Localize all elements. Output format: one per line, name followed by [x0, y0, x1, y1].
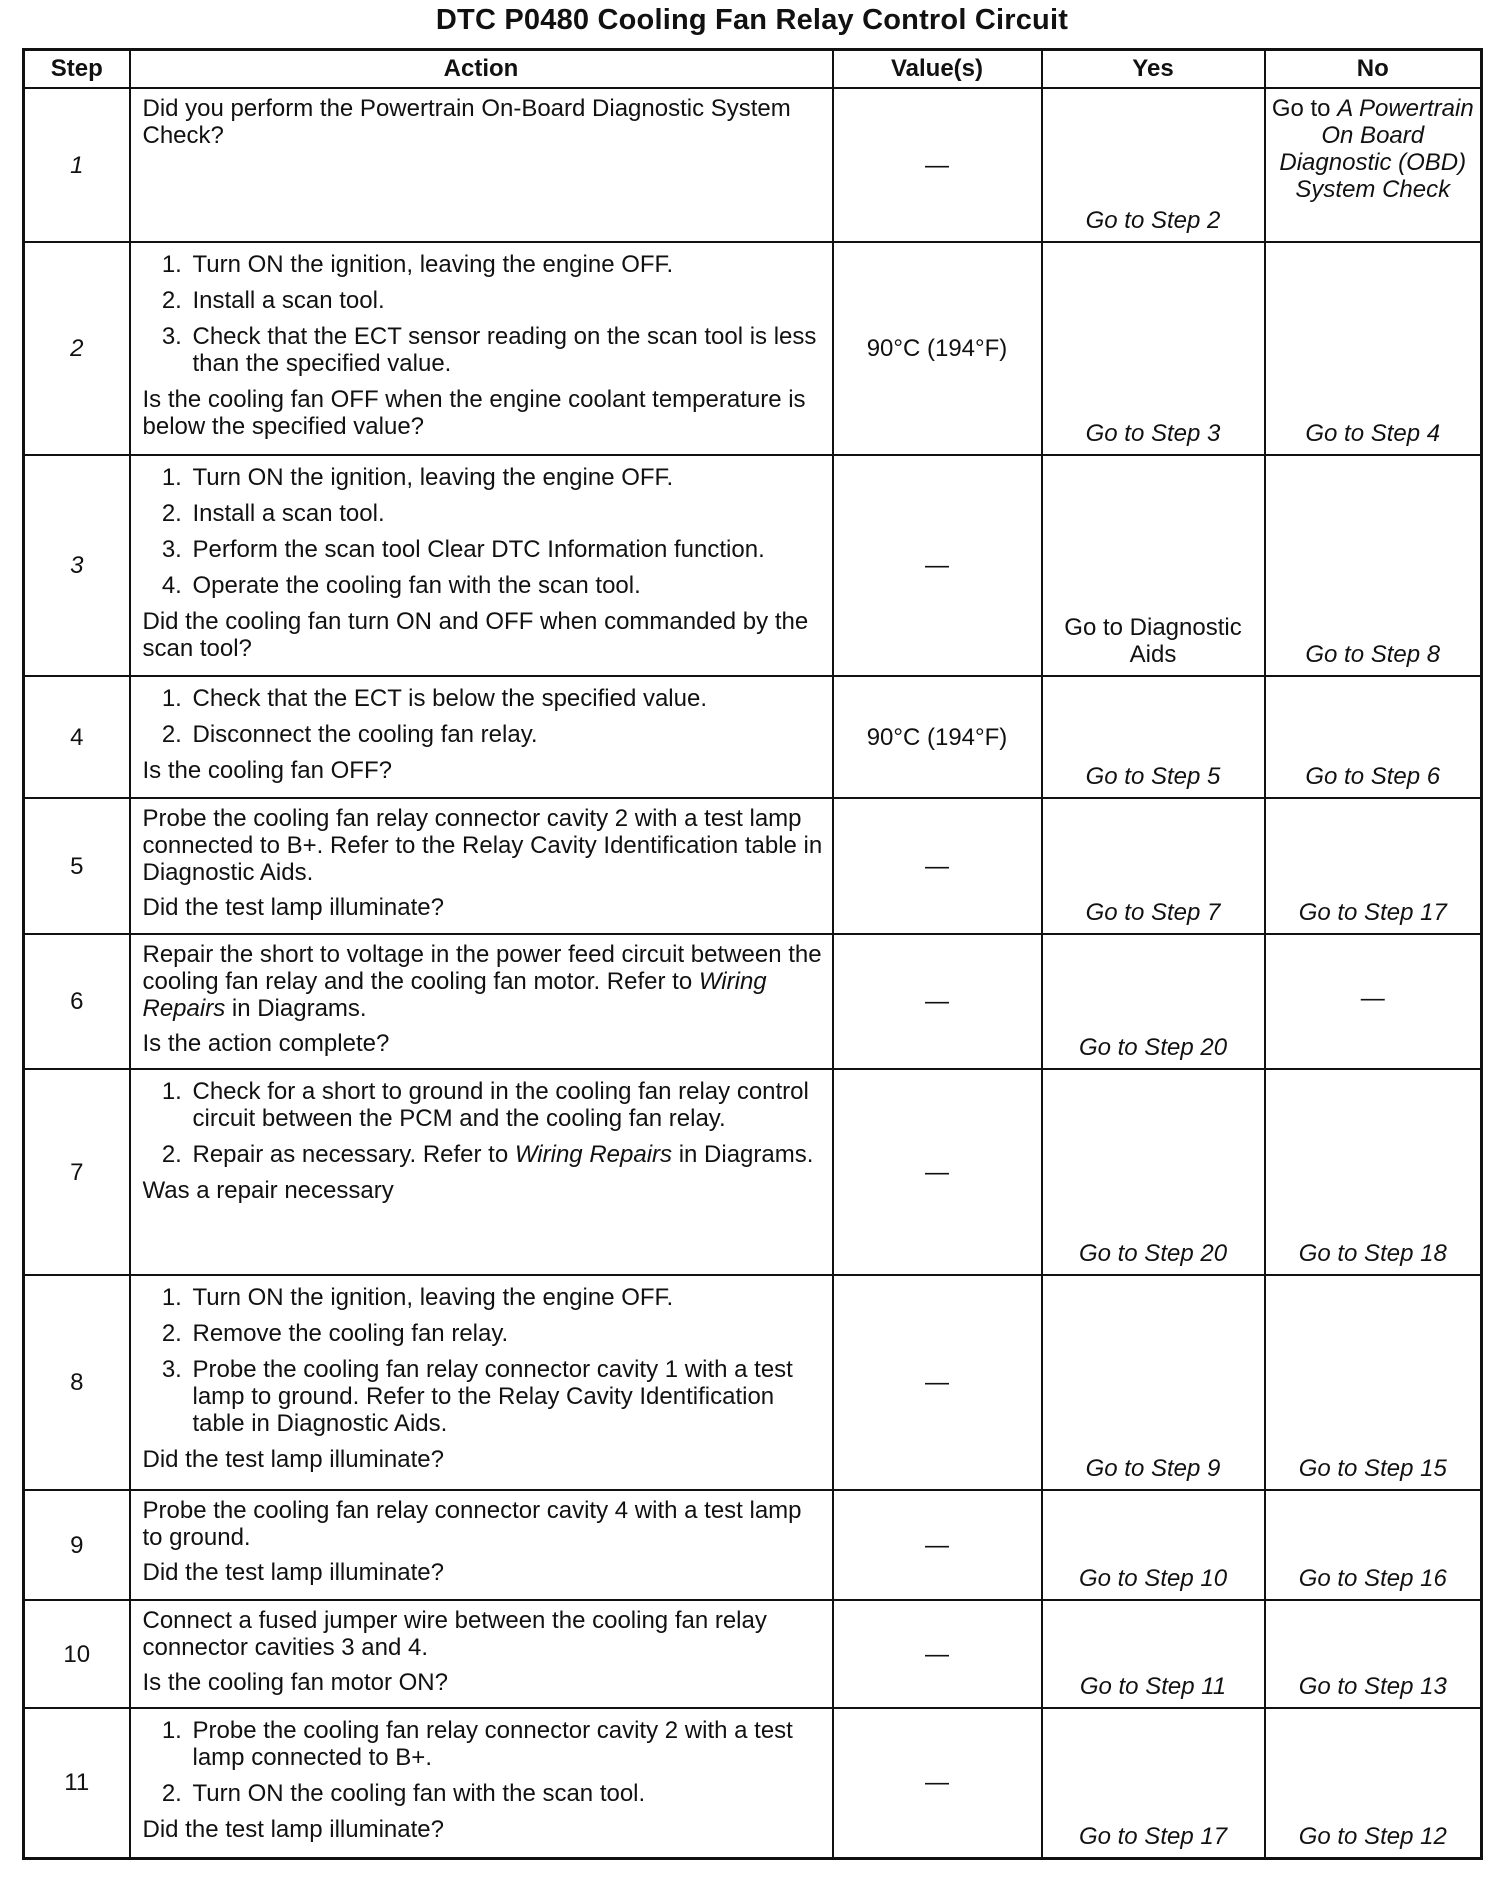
- table-row: [24, 1600, 1482, 1708]
- wiring-repairs-ref: Wiring Repairs: [514, 1141, 673, 1168]
- no-cell: Go to Step 17: [1265, 798, 1482, 934]
- yes-cell: Go to Step 20: [1042, 1069, 1265, 1275]
- step-number: 5: [24, 798, 130, 934]
- list-item: 3. Perform the scan tool Clear DTC Information function.: [189, 536, 824, 563]
- action-list: [143, 685, 824, 748]
- yes-cell: Go to Diagnostic Aids: [1042, 455, 1265, 676]
- list-item-post: in Diagrams.: [672, 1141, 814, 1168]
- no-cell: [1265, 88, 1482, 242]
- table-row: [24, 1708, 1482, 1858]
- value-cell: 90°C (194°F): [833, 242, 1042, 455]
- table-row: [24, 88, 1482, 242]
- action-cell: [130, 1275, 833, 1490]
- action-question: Is the cooling fan motor ON?: [142, 1669, 448, 1696]
- step-number: 6: [24, 934, 130, 1069]
- list-item: 1. Turn ON the ignition, leaving the engine OFF.: [189, 464, 824, 491]
- no-cell: Go to Step 4: [1265, 242, 1482, 455]
- step-number: 1: [24, 88, 130, 242]
- step-number: 2: [24, 242, 130, 455]
- action-cell: [130, 1490, 833, 1600]
- action-cell: [130, 88, 833, 242]
- page-title: DTC P0480 Cooling Fan Relay Control Circuit: [435, 4, 1069, 36]
- list-item: 2. Install a scan tool.: [189, 287, 824, 314]
- list-item: 2. Disconnect the cooling fan relay.: [189, 721, 824, 748]
- action-cell: [130, 676, 833, 798]
- no-cell: Go to Step 15: [1265, 1275, 1482, 1490]
- action-text: Connect a fused jumper wire between the cooling fan relay connector cavities 3 and 4.: [142, 1607, 767, 1661]
- step-number: 11: [24, 1708, 130, 1858]
- no-cell: Go to Step 18: [1265, 1069, 1482, 1275]
- action-text-pre: Repair the short to voltage in the power feed circuit between the cooling fan relay and the cooling fan motor. Refer to: [142, 941, 822, 995]
- action-cell: [130, 1600, 833, 1708]
- no-cell: Go to Step 8: [1265, 455, 1482, 676]
- value-cell: —: [833, 934, 1042, 1069]
- list-item: [189, 1141, 824, 1168]
- action-question: Was a repair necessary: [142, 1177, 394, 1204]
- action-list: [143, 1078, 824, 1168]
- table-row: [24, 1490, 1482, 1600]
- list-item: 3. Check that the ECT sensor reading on the scan tool is less than the specified value.: [189, 323, 824, 377]
- action-question: Is the action complete?: [142, 1030, 390, 1057]
- action-question: Did the cooling fan turn ON and OFF when commanded by the scan tool?: [142, 608, 809, 662]
- list-item: 2. Install a scan tool.: [189, 500, 824, 527]
- value-cell: —: [833, 455, 1042, 676]
- header-step: Step: [24, 50, 130, 89]
- value-cell: —: [833, 1600, 1042, 1708]
- action-text: Probe the cooling fan relay connector cavity 2 with a test lamp connected to B+. Refer to the Relay Cavity Identification table in Diagnostic Aids.: [142, 805, 823, 886]
- step-number: 7: [24, 1069, 130, 1275]
- table-row: [24, 934, 1482, 1069]
- action-question: Is the cooling fan OFF?: [142, 757, 392, 784]
- no-cell: Go to Step 12: [1265, 1708, 1482, 1858]
- table-row: [24, 676, 1482, 798]
- table-row: [24, 1275, 1482, 1490]
- value-cell: —: [833, 798, 1042, 934]
- step-number: 10: [24, 1600, 130, 1708]
- header-action: Action: [130, 50, 833, 89]
- action-question: Is the cooling fan OFF when the engine coolant temperature is below the specified value?: [142, 386, 806, 440]
- action-question: Did the test lamp illuminate?: [142, 1559, 444, 1586]
- action-cell: [130, 798, 833, 934]
- yes-cell: Go to Step 11: [1042, 1600, 1265, 1708]
- value-cell: 90°C (194°F): [833, 676, 1042, 798]
- action-text: Probe the cooling fan relay connector cavity 4 with a test lamp to ground.: [142, 1497, 802, 1551]
- yes-cell: Go to Step 20: [1042, 934, 1265, 1069]
- step-number: 3: [24, 455, 130, 676]
- list-item: 4. Operate the cooling fan with the scan tool.: [189, 572, 824, 599]
- action-cell: [130, 242, 833, 455]
- action-question: Did the test lamp illuminate?: [142, 1446, 444, 1473]
- action-text: Did you perform the Powertrain On-Board Diagnostic System Check?: [142, 95, 791, 149]
- action-text-post: in Diagrams.: [225, 995, 367, 1022]
- yes-cell: Go to Step 5: [1042, 676, 1265, 798]
- diagnostic-table: [22, 48, 1483, 1860]
- action-question: Did the test lamp illuminate?: [142, 894, 444, 921]
- no-cell: Go to Step 13: [1265, 1600, 1482, 1708]
- step-number: 4: [24, 676, 130, 798]
- action-cell: [130, 1069, 833, 1275]
- table-row: [24, 242, 1482, 455]
- action-cell: [130, 1708, 833, 1858]
- action-list: [143, 464, 824, 599]
- list-item: 3. Probe the cooling fan relay connector cavity 1 with a test lamp to ground. Refer to the Relay Cavity Identification table in Diagnostic Aids.: [189, 1356, 824, 1437]
- yes-cell: Go to Step 10: [1042, 1490, 1265, 1600]
- list-item: 1. Check for a short to ground in the cooling fan relay control circuit between the PCM and the cooling fan relay.: [189, 1078, 824, 1132]
- list-item: 1. Probe the cooling fan relay connector cavity 2 with a test lamp connected to B+.: [189, 1717, 824, 1771]
- action-cell: [130, 455, 833, 676]
- yes-cell: Go to Step 17: [1042, 1708, 1265, 1858]
- no-prefix: Go to: [1271, 95, 1338, 122]
- value-cell: —: [833, 88, 1042, 242]
- step-number: 9: [24, 1490, 130, 1600]
- yes-cell: Go to Step 9: [1042, 1275, 1265, 1490]
- step-number: 8: [24, 1275, 130, 1490]
- table-row: [24, 455, 1482, 676]
- list-item: 1. Check that the ECT is below the specified value.: [189, 685, 824, 712]
- header-values: Value(s): [833, 50, 1042, 89]
- action-list: [143, 251, 824, 377]
- list-item: 1. Turn ON the ignition, leaving the engine OFF.: [189, 1284, 824, 1311]
- action-question: Did the test lamp illuminate?: [142, 1816, 444, 1843]
- table-row: [24, 1069, 1482, 1275]
- header-no: No: [1265, 50, 1482, 89]
- action-cell: [130, 934, 833, 1069]
- no-cell: Go to Step 6: [1265, 676, 1482, 798]
- header-row: [24, 50, 1482, 89]
- value-cell: —: [833, 1275, 1042, 1490]
- no-link: A Powertrain On Board Diagnostic (OBD) System Check: [1279, 95, 1474, 203]
- action-text: [143, 941, 824, 1022]
- list-item: 1. Turn ON the ignition, leaving the engine OFF.: [189, 251, 824, 278]
- list-item: 2. Remove the cooling fan relay.: [189, 1320, 824, 1347]
- no-cell: —: [1265, 934, 1482, 1069]
- action-list: [143, 1717, 824, 1807]
- value-cell: —: [833, 1708, 1042, 1858]
- action-list: [143, 1284, 824, 1437]
- header-yes: Yes: [1042, 50, 1265, 89]
- no-cell: Go to Step 16: [1265, 1490, 1482, 1600]
- value-cell: —: [833, 1069, 1042, 1275]
- yes-cell: Go to Step 3: [1042, 242, 1265, 455]
- table-row: [24, 798, 1482, 934]
- list-item-pre: Repair as necessary. Refer to: [192, 1141, 515, 1168]
- yes-cell: Go to Step 7: [1042, 798, 1265, 934]
- value-cell: —: [833, 1490, 1042, 1600]
- yes-cell: Go to Step 2: [1042, 88, 1265, 242]
- list-item: 2. Turn ON the cooling fan with the scan tool.: [189, 1780, 824, 1807]
- wiring-repairs-ref: Wiring Repairs: [142, 968, 767, 1022]
